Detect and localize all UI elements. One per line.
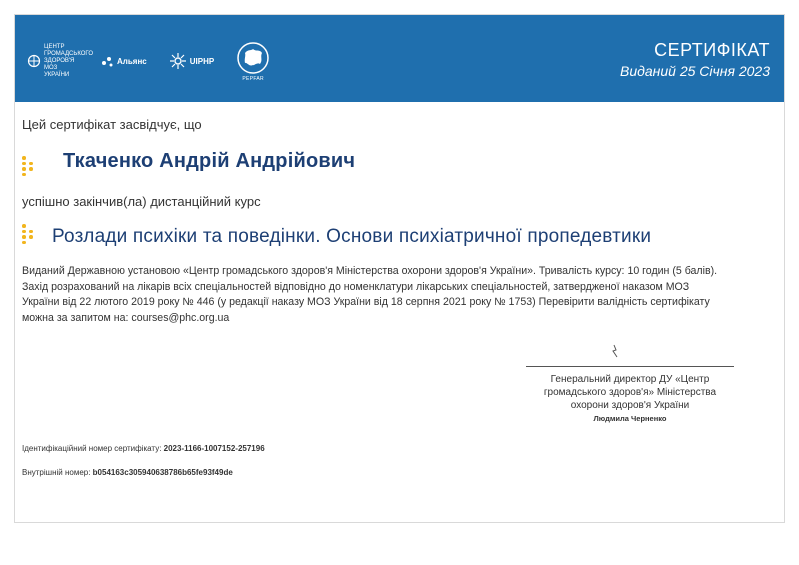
pepfar-logo [236, 41, 270, 82]
course-description: Виданий Державною установою «Центр громадського здоров'я Міністерства охорони здоров'я України». Тривалість курсу: 10 годин (5 балів). Захід розрахований на лікарів всіх спеціальностей відповідно до номенклатури лікарських спеціальностей, затвердженої наказом МОЗ України від 22 лютого 2019 року № 446 (у редакції наказу МОЗ України від 18 серпня 2021 року № 1753) Перевірити валідність сертифікату можна за запитом на: courses@phc.org.ua [22, 265, 718, 324]
certificate-header [15, 15, 784, 102]
phc-logo-text: ЦЕНТР ГРОМАДСЬКОГО ЗДОРОВ'Я МОЗ УКРАЇНИ [44, 43, 93, 78]
signature-line [526, 366, 734, 367]
alliance-icon [100, 54, 114, 68]
signature-mark-icon [608, 344, 622, 358]
phc-emblem-icon [27, 54, 41, 68]
completed-text: успішно закінчив(ла) дистанційний курс [22, 194, 261, 209]
certificate-id-label: Ідентифікаційний номер сертифікату: [22, 444, 162, 453]
pepfar-logo-text: PEPFAR [242, 75, 264, 82]
intro-text: Цей сертифікат засвідчує, що [22, 117, 202, 132]
internal-number-value: b054163c305940638786b65fe93f49de [92, 468, 233, 477]
certificate-title-block [620, 40, 770, 79]
uiphp-logo [169, 52, 214, 70]
internal-number-row [22, 468, 233, 477]
signatory-role: Генеральний директор ДУ «Центр громадського здоров'я» Міністерства охорони здоров'я України [543, 374, 717, 411]
name-bullet-icon [22, 156, 34, 176]
alliance-logo [100, 54, 147, 68]
uiphp-icon [169, 52, 187, 70]
uiphp-logo-text: UIPHP [189, 56, 215, 66]
certificate-title: СЕРТИФІКАТ [654, 40, 770, 60]
alliance-logo-text: Альянс [117, 56, 147, 66]
issue-date: Виданий 25 Січня 2023 [620, 63, 770, 79]
course-title: Розлади психіки та поведінки. Основи психіатричної пропедевтики [52, 226, 652, 247]
course-bullet-icon [22, 224, 34, 244]
phc-logo [27, 43, 93, 79]
certificate-id-value: 2023-1166-1007152-257196 [163, 444, 265, 453]
internal-number-label: Внутрішній номер: [22, 468, 91, 477]
partner-logos [27, 35, 292, 87]
recipient-name: Ткаченко Андрій Андрійович [63, 150, 356, 172]
pepfar-icon [236, 41, 270, 75]
signatory-name: Людмила Черненко [593, 414, 667, 423]
certificate-id-row [22, 444, 265, 453]
